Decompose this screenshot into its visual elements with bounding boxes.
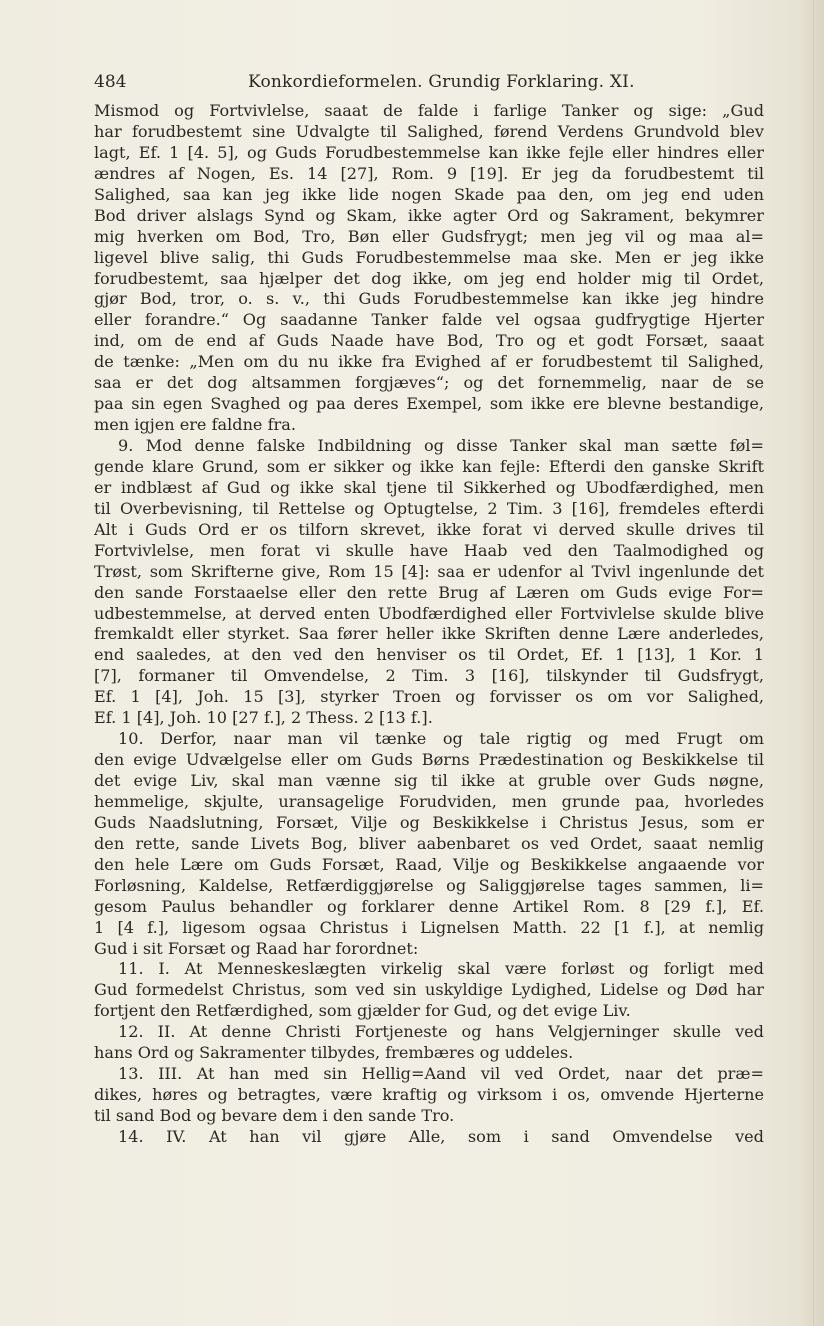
- text-line: Fortvivlelse, men forat vi skulle have Haab ved den Taalmodighed og: [94, 540, 764, 560]
- text-line: Gud formedelst Christus, som ved sin uskyldige Lydighed, Lidelse og Død har: [94, 980, 764, 1000]
- page-number: 484: [94, 72, 127, 92]
- text-line: eller forandre.“ Og saadanne Tanker falde vel ogsaa gudfrygtige Hjerter: [94, 310, 764, 330]
- text-line: hemmelige, skjulte, uransagelige Forudviden, men grunde paa, hvorledes: [94, 791, 764, 811]
- text-line: fortjent den Retfærdighed, som gjælder for Gud, og det evige Liv.: [94, 1001, 631, 1021]
- text-line: hans Ord og Sakramenter tilbydes, frembæres og uddeles.: [94, 1043, 574, 1063]
- text-line: 1 [4 f.], ligesom ogsaa Christus i Lignelsen Matth. 22 [1 f.], at nemlig: [94, 917, 764, 937]
- text-line: Ef. 1 [4], Joh. 10 [27 f.], 2 Thess. 2 [13 f.].: [94, 708, 433, 728]
- text-line: mig hverken om Bod, Tro, Bøn eller Gudsfrygt; men jeg vil og maa al=: [94, 226, 764, 246]
- running-head: Konkordieformelen. Grundig Forklaring. XI.: [248, 72, 635, 92]
- text-line: den evige Udvælgelse eller om Guds Børns Prædestination og Beskikkelse til: [94, 750, 764, 770]
- text-line: fremkaldt eller styrket. Saa fører heller ikke Skriften denne Lære anderledes,: [94, 624, 764, 644]
- text-line: det evige Liv, skal man vænne sig til ikke at gruble over Guds nøgne,: [94, 771, 764, 790]
- text-line: 10. Derfor, naar man vil tænke og tale rigtig og med Frugt om: [118, 729, 764, 749]
- text-line: udbestemmelse, at derved enten Ubodfærdighed eller Fortvivlelse skulde blive: [94, 603, 764, 623]
- text-line: den hele Lære om Guds Forsæt, Raad, Vilje og Beskikkelse angaaende vor: [94, 854, 764, 874]
- text-line: gende klare Grund, som er sikker og ikke kan fejle: Efterdi den ganske Skrift: [94, 456, 764, 476]
- text-line: 11. I. At Menneskeslægten virkelig skal være forløst og forligt med: [118, 959, 764, 979]
- text-line: ændres af Nogen, Es. 14 [27], Rom. 9 [19]. Er jeg da forudbestemt til: [94, 163, 764, 183]
- text-line: paa sin egen Svaghed og paa deres Exempel, som ikke ere blevne bestandige,: [94, 394, 764, 414]
- text-line: Trøst, som Skrifterne give, Rom 15 [4]: saa er udenfor al Tvivl ingenlunde det: [94, 561, 764, 581]
- text-line: Forløsning, Kaldelse, Retfærdiggjørelse og Saliggjørelse tages sammen, li=: [94, 875, 764, 895]
- text-line: 14. IV. At han vil gjøre Alle, som i sand Omvendelse ved: [118, 1126, 764, 1146]
- page-edge: [813, 0, 814, 1326]
- text-line: Alt i Guds Ord er os tilforn skrevet, ikke forat vi derved skulle drives til: [94, 519, 764, 539]
- body-text: [94, 101, 764, 1148]
- text-line: Salighed, saa kan jeg ikke lide nogen Skade paa den, om jeg end uden: [94, 184, 764, 204]
- text-line: Mismod og Fortvivlelse, saaat de falde i farlige Tanker og sige: „Gud: [94, 101, 764, 120]
- text-line: den sande Forstaaelse eller den rette Brug af Læren om Guds evige For=: [94, 582, 764, 602]
- text-line: end saaledes, at den ved den henviser os til Ordet, Ef. 1 [13], 1 Kor. 1: [94, 645, 764, 665]
- text-line: gjør Bod, tror, o. s. v., thi Guds Forudbestemmelse kan ikke jeg hindre: [94, 289, 764, 309]
- text-line: ligevel blive salig, thi Guds Forudbestemmelse maa ske. Men er jeg ikke: [94, 247, 764, 267]
- text-line: Guds Naadslutning, Forsæt, Vilje og Beskikkelse i Christus Jesus, som er: [94, 812, 764, 832]
- text-line: de tænke: „Men om du nu ikke fra Evighed af er forudbestemt til Salighed,: [94, 352, 764, 372]
- page-header: [94, 72, 764, 96]
- text-line: lagt, Ef. 1 [4. 5], og Guds Forudbestemmelse kan ikke fejle eller hindres eller: [94, 142, 764, 162]
- text-line: saa er det dog altsammen forgjæves“; og det fornemmelig, naar de se: [94, 373, 764, 393]
- text-line: den rette, sande Livets Bog, bliver aabenbaret os ved Ordet, saaat nemlig: [94, 833, 764, 853]
- text-line: til Overbevisning, til Rettelse og Optugtelse, 2 Tim. 3 [16], fremdeles efterdi: [94, 498, 764, 518]
- text-line: Ef. 1 [4], Joh. 15 [3], styrker Troen og forvisser os om vor Salighed,: [94, 687, 764, 707]
- text-line: 13. III. At han med sin Hellig=Aand vil ved Ordet, naar det præ=: [118, 1064, 764, 1084]
- text-line: ind, om de end af Guds Naade have Bod, Tro og et godt Forsæt, saaat: [94, 331, 764, 351]
- text-line: Bod driver alslags Synd og Skam, ikke agter Ord og Sakrament, bekymrer: [94, 205, 764, 225]
- text-line: 9. Mod denne falske Indbildning og disse Tanker skal man sætte føl=: [118, 436, 764, 455]
- text-line: dikes, høres og betragtes, være kraftig og virksom i os, omvende Hjerterne: [94, 1085, 764, 1105]
- text-line: til sand Bod og bevare dem i den sande Tro.: [94, 1106, 455, 1125]
- text-line: har forudbestemt sine Udvalgte til Salighed, førend Verdens Grundvold blev: [94, 121, 764, 141]
- text-line: Gud i sit Forsæt og Raad har forordnet:: [94, 938, 419, 958]
- text-line: er indblæst af Gud og ikke skal tjene til Sikkerhed og Ubodfærdighed, men: [94, 477, 764, 497]
- text-line: 12. II. At denne Christi Fortjeneste og hans Velgjerninger skulle ved: [118, 1022, 764, 1042]
- text-line: [7], formaner til Omvendelse, 2 Tim. 3 [16], tilskynder til Gudsfrygt,: [94, 666, 764, 686]
- text-line: gesom Paulus behandler og forklarer denne Artikel Rom. 8 [29 f.], Ef.: [94, 896, 764, 916]
- text-line: men igjen ere faldne fra.: [94, 415, 296, 435]
- text-line: forudbestemt, saa hjælper det dog ikke, om jeg end holder mig til Ordet,: [94, 268, 764, 288]
